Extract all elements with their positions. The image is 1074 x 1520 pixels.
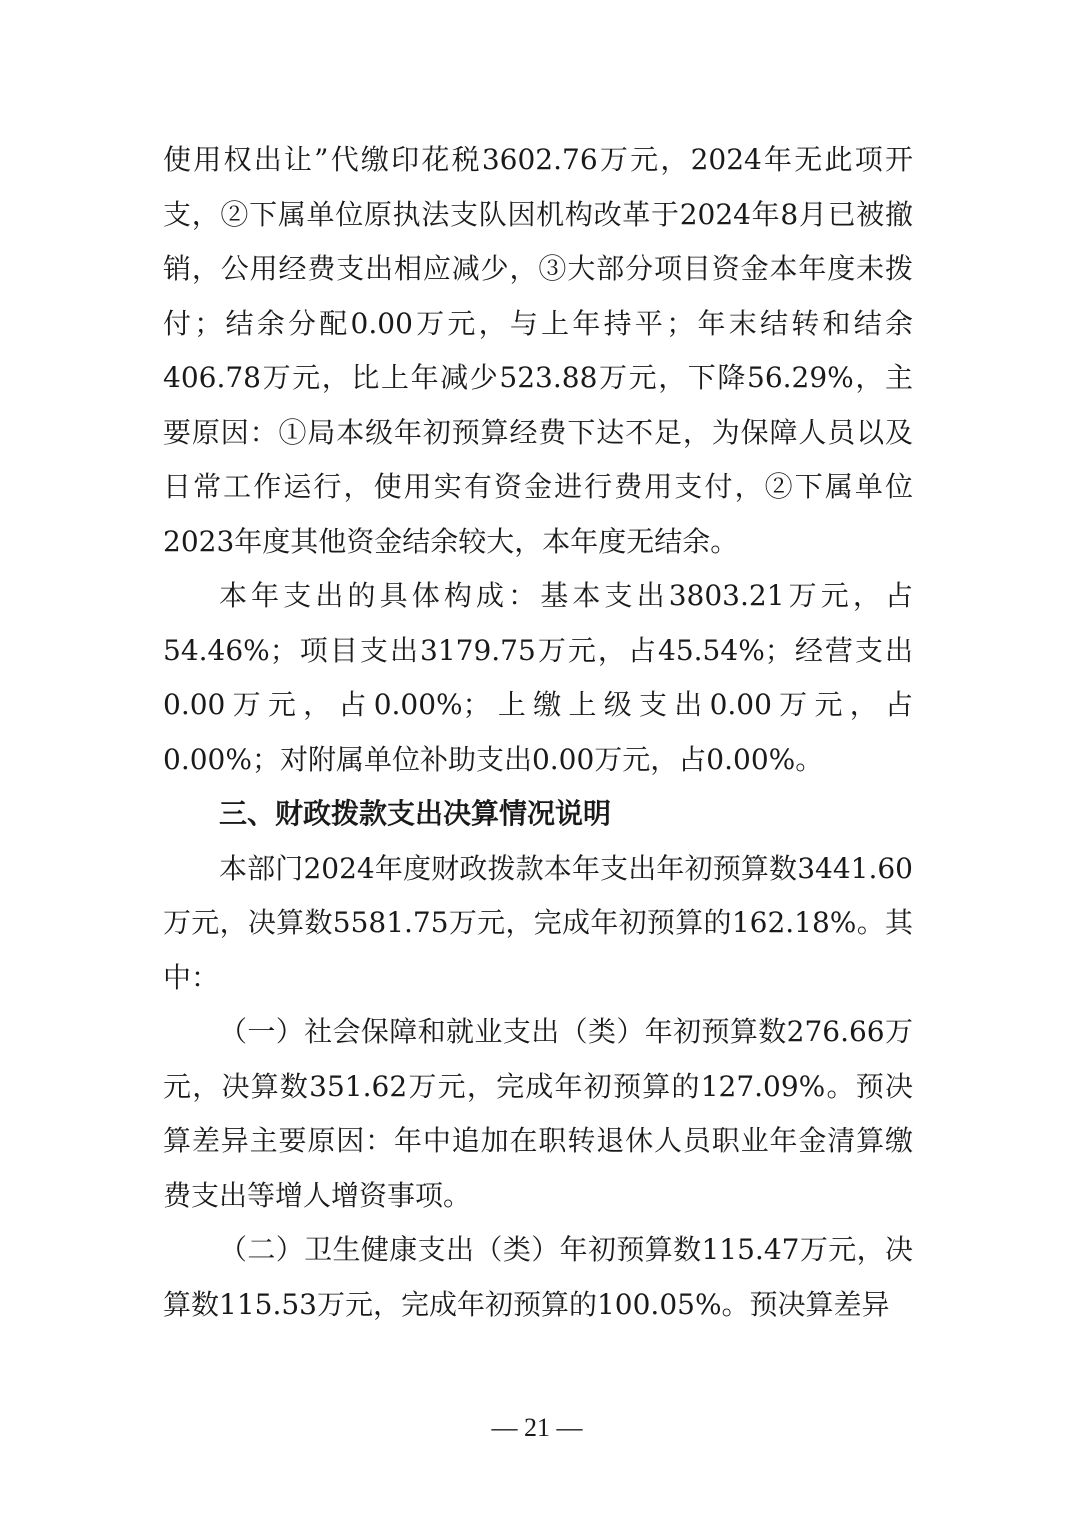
page-number: — 21 — — [491, 1413, 583, 1442]
paragraph-health: （二）卫生健康支出（类）年初预算数115.47万元，决算数115.53万元，完成年初预算的100.05%。预决算差异 — [163, 1233, 913, 1321]
body-text — [163, 133, 913, 1332]
paragraph-fiscal-expenditure-summary: 本部门2024年度财政拨款本年支出年初预算数3441.60万元，决算数5581.75万元，完成年初预算的162.18%。其中： — [163, 851, 913, 994]
paragraph-expenditure-reasons: 使用权出让”代缴印花税3602.76万元，2024年无此项开支，②下属单位原执法支队因机构改革于2024年8月已被撤销，公用经费支出相应减少，③大部分项目资金本年度未拨付；结余分配0.00万元，与上年持平；年末结转和结余406.78万元，比上年减少523.88万元，下降56.29%，主要原因：①局本级年初预算经费下达不足，为保障人员以及日常工作运行，使用实有资金进行费用支付，②下属单位2023年度其他资金结余较大，本年度无结余。 — [163, 143, 913, 558]
section-heading-3: 三、财政拨款支出决算情况说明 — [219, 797, 612, 830]
paragraph-expenditure-composition: 本年支出的具体构成：基本支出3803.21万元，占54.46%；项目支出3179.75万元，占45.54%；经营支出0.00万元，占0.00%；上缴上级支出0.00万元，占0.00%；对附属单位补助支出0.00万元，占0.00%。 — [163, 579, 913, 776]
paragraph-social-security: （一）社会保障和就业支出（类）年初预算数276.66万元，决算数351.62万元，完成年初预算的127.09%。预决算差异主要原因：年中追加在职转退休人员职业年金清算缴费支出等增人增资事项。 — [163, 1015, 913, 1212]
